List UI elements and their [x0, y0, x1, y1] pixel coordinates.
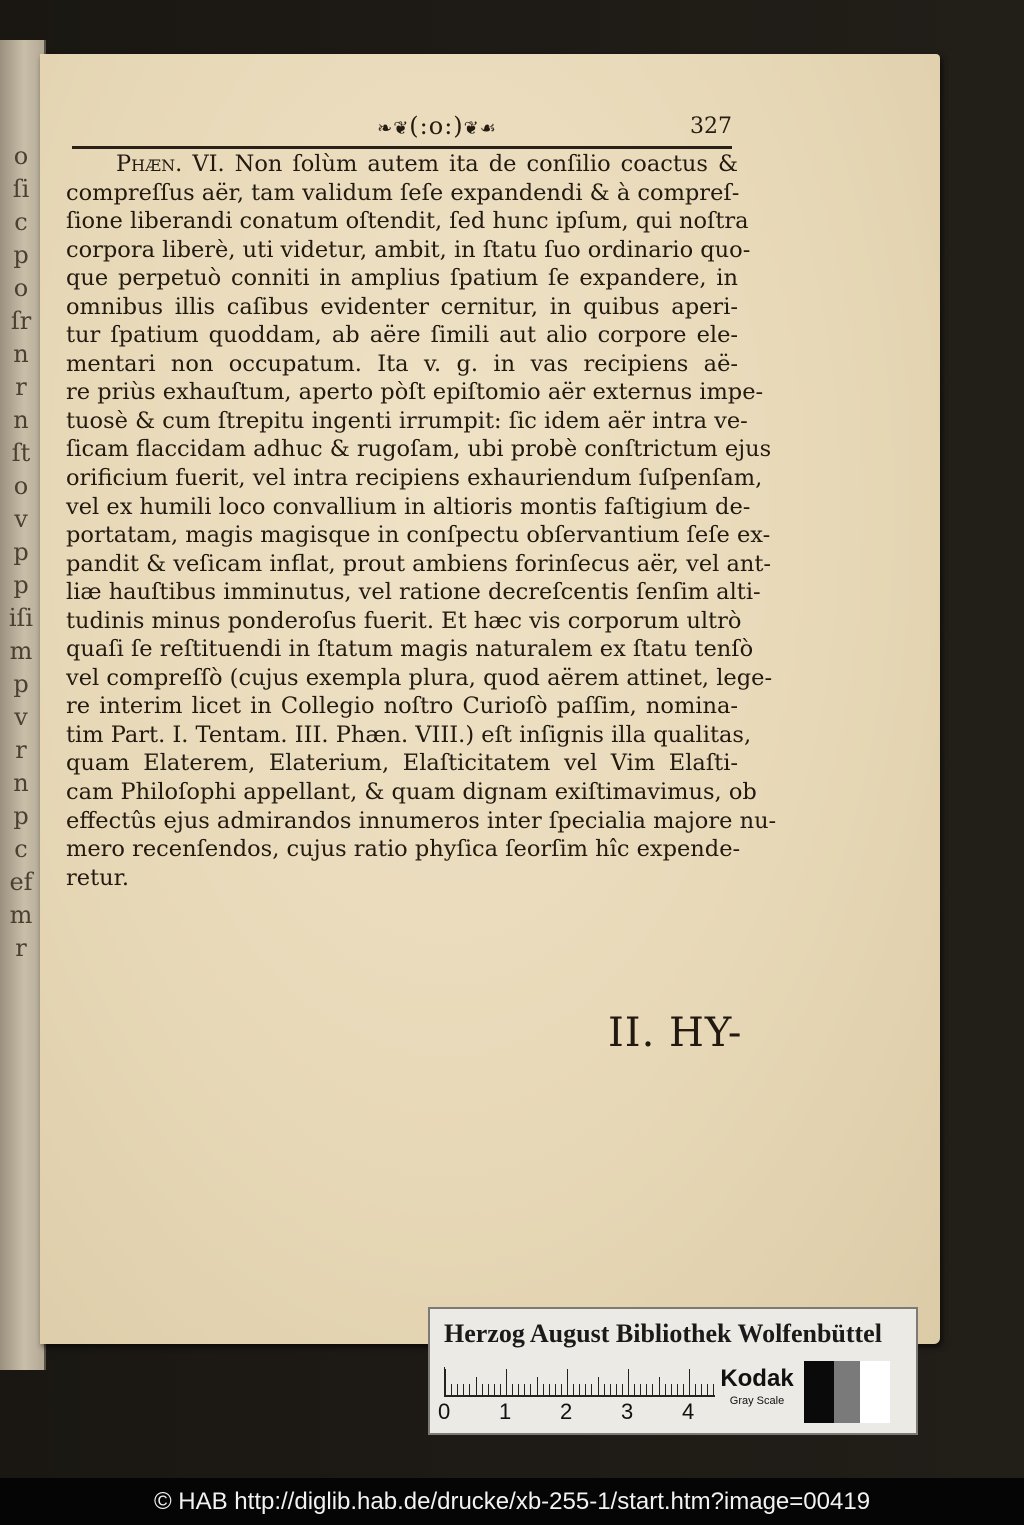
- text-line: [66, 578, 761, 607]
- left-leaf-fragment: v: [14, 505, 28, 533]
- gray-swatch-mid: [834, 1361, 860, 1423]
- ruler-tick: [689, 1369, 690, 1395]
- ruler-scale: [444, 1367, 715, 1397]
- ruler-tick: [634, 1384, 635, 1395]
- text-line: [66, 150, 738, 179]
- text-line: [66, 493, 751, 522]
- line-text: retur.: [66, 864, 130, 891]
- line-text: vel compreſſò (cujus exempla plura, quod aërem attinet, lege-: [66, 664, 773, 691]
- text-line: [66, 464, 763, 493]
- ruler-tick: [585, 1384, 586, 1395]
- text-line: [66, 321, 738, 350]
- phenomenon-label: Phæn.: [116, 151, 183, 177]
- left-leaf-fragment: r: [15, 934, 27, 962]
- ruler-tick: [524, 1384, 525, 1395]
- ruler-tick: [598, 1377, 599, 1395]
- gray-swatch-black: [804, 1361, 834, 1423]
- ruler-tick: [683, 1384, 684, 1395]
- left-leaf-fragment: o: [13, 472, 29, 500]
- ruler-tick: [665, 1384, 666, 1395]
- ruler-tick: [652, 1384, 653, 1395]
- text-line: [66, 521, 771, 550]
- text-line: [66, 721, 752, 750]
- ruler-tick: [537, 1377, 538, 1395]
- ruler-tick: [506, 1369, 507, 1395]
- left-leaf-fragment: m: [9, 901, 33, 929]
- text-line: [66, 179, 738, 208]
- line-text: quam Elaterem, Elaterium, Elaſticitatem vel Vim Elaſti-: [66, 750, 738, 777]
- left-leaf-fragment: n: [13, 340, 29, 368]
- text-line: [66, 607, 742, 636]
- copyright-footer: © HAB http://diglib.hab.de/drucke/xb-255-1/start.htm?image=00419: [0, 1478, 1024, 1525]
- kodak-logo: Kodak: [720, 1365, 794, 1392]
- ruler-tick: [488, 1384, 489, 1395]
- left-leaf-fragment: n: [13, 406, 29, 434]
- ruler-tick: [677, 1384, 678, 1395]
- line-text: pandit & veſicam inflat, prout ambiens forinſecus aër, vel ant-: [66, 550, 772, 577]
- left-leaf-fragment: m: [9, 637, 33, 665]
- ruler-number: 3: [621, 1399, 634, 1424]
- left-leaf-fragment: c: [14, 208, 28, 236]
- line-text: tudinis minus ponderoſus fuerit. Et hæc vis corporum ultrò: [66, 607, 742, 634]
- ruler-tick: [543, 1384, 544, 1395]
- left-leaf-fragment: n: [13, 769, 29, 797]
- line-text: liæ hauſtibus imminutus, vel ratione decreſcentis ſenſim alti-: [66, 579, 761, 606]
- text-line: [66, 435, 772, 464]
- left-leaf-fragment: v: [14, 703, 28, 731]
- text-line: [66, 236, 751, 265]
- ruler-tick: [482, 1384, 483, 1395]
- line-text: re priùs exhauſtum, aperto pòſt epiſtomio aër externus impe-: [66, 379, 764, 406]
- ruler-tick: [457, 1384, 458, 1395]
- text-line: [66, 550, 772, 579]
- ruler-tick: [567, 1369, 568, 1395]
- line-text: portatam, magis magisque in conſpectu obſervantium ſeſe ex-: [66, 522, 771, 549]
- left-leaf-fragment: o: [13, 142, 29, 170]
- ruler-tick: [671, 1384, 672, 1395]
- ruler-tick: [530, 1384, 531, 1395]
- left-leaf-fragment: iſi: [8, 604, 34, 632]
- left-leaf-fragment: r: [15, 736, 27, 764]
- line-text: mero recenſendos, cujus ratio phyſica ſeorſim hîc expende-: [66, 836, 741, 863]
- library-name: Herzog August Bibliothek Wolfenbüttel: [444, 1319, 882, 1348]
- left-leaf-fragment: p: [13, 670, 29, 698]
- line-text: VI. Non ſolùm autem ita de conſilio coactus &: [182, 151, 738, 177]
- text-line: [66, 293, 738, 322]
- ruler-tick: [646, 1384, 647, 1395]
- ruler-number: 2: [560, 1399, 573, 1424]
- text-line: [66, 835, 741, 864]
- ruler-tick: [695, 1384, 696, 1395]
- body-text: [66, 150, 777, 892]
- line-text: orificium fuerit, vel intra recipiens exhauriendum ſuſpenſam,: [66, 465, 763, 492]
- ruler-tick: [591, 1384, 592, 1395]
- line-text: ſicam flaccidam adhuc & rugoſam, ubi probè conſtrictum ejus: [66, 436, 772, 463]
- text-line: [66, 264, 738, 293]
- left-leaf-fragment: ſr: [10, 307, 32, 335]
- left-leaf-fragment: ſt: [11, 439, 31, 467]
- left-leaf-fragment: r: [15, 373, 27, 401]
- text-line: [66, 378, 764, 407]
- ruler-tick: [640, 1384, 641, 1395]
- line-text: que perpetuò conniti in amplius ſpatium ſe expandere, in: [66, 265, 738, 292]
- left-leaf-fragment: p: [13, 571, 29, 599]
- text-line: [66, 635, 754, 664]
- left-leaf-fragment: ſi: [12, 175, 30, 203]
- ruler-tick: [561, 1384, 562, 1395]
- text-line: [66, 350, 738, 379]
- line-text: vel ex humili loco convallium in altioris montis faſtigium de-: [66, 493, 751, 520]
- ruler-tick: [549, 1384, 550, 1395]
- ruler-tick: [555, 1384, 556, 1395]
- left-leaf-fragment: o: [13, 274, 29, 302]
- left-leaf-fragment: ef: [9, 868, 33, 896]
- ruler-number: 0: [438, 1399, 451, 1424]
- ornament-text: (:o:): [409, 112, 464, 140]
- line-text: compreſſus aër, tam validum ſeſe expandendi & à compreſ-: [66, 179, 740, 206]
- header-ornament: [317, 112, 557, 140]
- ruler-tick: [476, 1377, 477, 1395]
- header-rule: [72, 146, 732, 149]
- ruler-tick: [701, 1384, 702, 1395]
- line-text: omnibus illis caſibus evidenter cernitur, in quibus aperi-: [66, 293, 738, 320]
- page-header: [72, 110, 732, 150]
- left-leaf-fragment: p: [13, 802, 29, 830]
- text-line: [66, 664, 773, 693]
- left-leaf-fragment: p: [13, 538, 29, 566]
- ornament-left-icon: ❧❦: [377, 118, 410, 139]
- ruler-tick: [628, 1369, 629, 1395]
- line-text: tur ſpatium quoddam, ab aëre ſimili aut alio corpore ele-: [66, 322, 738, 349]
- line-text: quaſi ſe reſtituendi in ſtatum magis naturalem ex ſtatu tenſò: [66, 636, 754, 663]
- line-text: tim Part. I. Tentam. III. Phæn. VIII.) eſt inſignis illa qualitas,: [66, 721, 752, 748]
- ruler-tick: [610, 1384, 611, 1395]
- left-leaf-fragment: c: [14, 835, 28, 863]
- gray-swatch-white: [860, 1361, 890, 1423]
- left-leaf-fragment: p: [13, 241, 29, 269]
- ruler-tick: [579, 1384, 580, 1395]
- ruler-tick: [469, 1384, 470, 1395]
- text-line: [66, 407, 748, 436]
- text-line: [66, 807, 777, 836]
- line-text: ſione liberandi conatum oſtendit, ſed hunc ipſum, qui noſtra: [66, 208, 749, 235]
- ruler-tick: [573, 1384, 574, 1395]
- line-text: corpora liberè, uti videtur, ambit, in ſtatu ſuo ordinario quo-: [66, 236, 751, 263]
- page-number: 327: [690, 114, 732, 139]
- ruler-tick: [616, 1384, 617, 1395]
- ruler-tick: [659, 1377, 660, 1395]
- line-text: effectûs ejus admirandos innumeros inter ſpecialia majore nu-: [66, 807, 777, 834]
- ruler-number: 1: [499, 1399, 512, 1424]
- ruler-tick: [451, 1384, 452, 1395]
- color-target-card: [428, 1307, 918, 1435]
- text-line: [66, 692, 738, 721]
- text-line: [66, 207, 749, 236]
- ruler-tick: [500, 1384, 501, 1395]
- text-line: [66, 778, 757, 807]
- ruler-tick: [622, 1384, 623, 1395]
- ruler-tick: [518, 1384, 519, 1395]
- line-text: cam Philoſophi appellant, & quam dignam exiſtimavimus, ob: [66, 779, 757, 806]
- text-line: [66, 864, 738, 893]
- line-text: tuosè & cum ſtrepitu ingenti irrumpit: ſic idem aër intra ve-: [66, 407, 748, 434]
- ruler-tick: [494, 1384, 495, 1395]
- catchword: II. HY-: [608, 1010, 743, 1056]
- line-text: mentari non occupatum. Ita v. g. in vas recipiens aë-: [66, 350, 738, 377]
- ruler-tick: [463, 1384, 464, 1395]
- gray-scale-label: Gray Scale: [729, 1395, 785, 1407]
- line-text: re interim licet in Collegio noſtro Curioſò paſſim, nomina-: [66, 693, 738, 720]
- ruler-tick: [604, 1384, 605, 1395]
- ornament-right-icon: ❦☙: [463, 118, 497, 139]
- ruler-number: 4: [682, 1399, 695, 1424]
- ruler-tick: [512, 1384, 513, 1395]
- ruler-tick: [445, 1369, 446, 1395]
- text-line: [66, 749, 738, 778]
- ruler-tick: [707, 1384, 708, 1395]
